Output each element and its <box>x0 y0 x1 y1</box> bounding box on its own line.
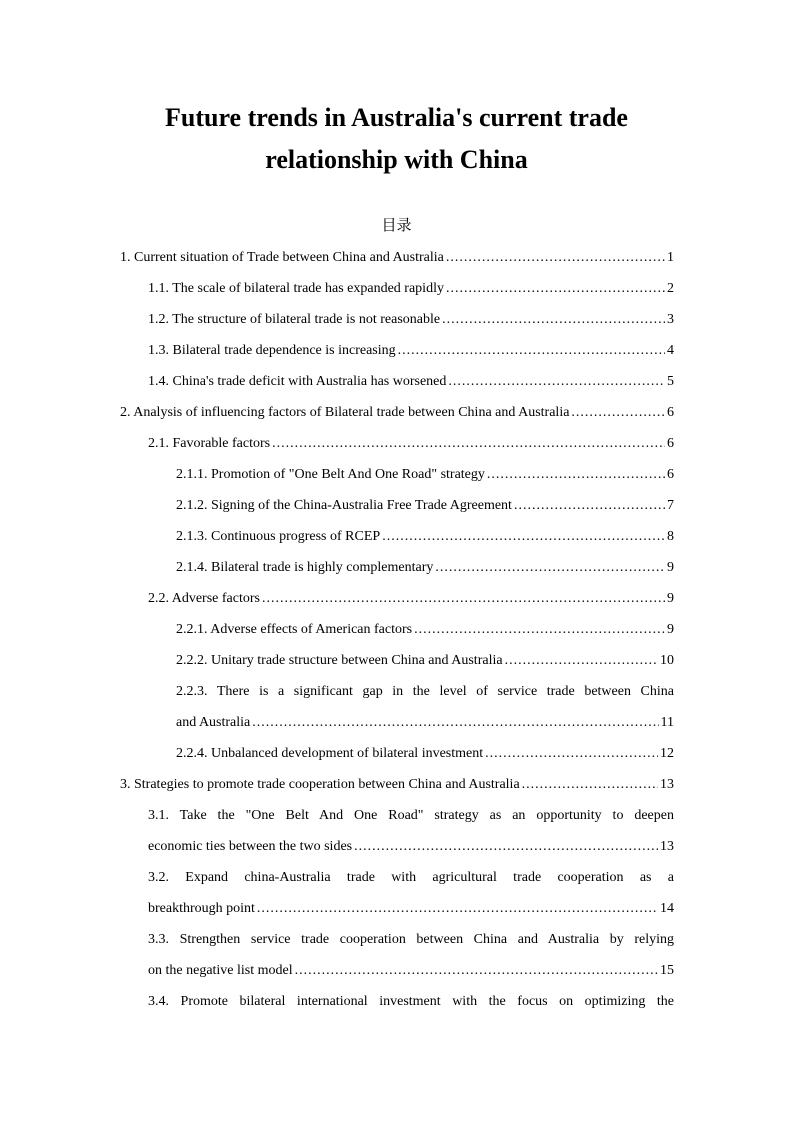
toc-entry-page: 13 <box>660 777 674 792</box>
toc-entry-text: on the negative list model <box>148 963 293 978</box>
toc-entry-text: 1.3. Bilateral trade dependence is increasing <box>148 343 396 358</box>
table-of-contents <box>0 242 793 1017</box>
toc-leader-dots <box>295 955 658 986</box>
toc-entry[interactable] <box>176 521 674 552</box>
toc-entry-page: 4 <box>667 343 674 358</box>
toc-entry[interactable] <box>148 428 674 459</box>
toc-entry-text: 2. Analysis of influencing factors of Bilateral trade between China and Australia <box>120 405 570 420</box>
toc-leader-dots <box>252 707 658 738</box>
toc-entry[interactable] <box>120 769 674 800</box>
toc-entry-text: 3. Strategies to promote trade cooperation between China and Australia <box>120 777 520 792</box>
toc-leader-dots <box>398 335 665 366</box>
toc-entry-text: 2.1.4. Bilateral trade is highly complementary <box>176 560 434 575</box>
toc-entry-page: 6 <box>667 436 674 451</box>
toc-leader-dots <box>262 583 665 614</box>
toc-entry-page: 9 <box>667 591 674 606</box>
toc-leader-dots <box>257 893 658 924</box>
toc-entry-page: 9 <box>667 560 674 575</box>
toc-entry-text: 2.1.2. Signing of the China-Australia Free Trade Agreement <box>176 498 512 513</box>
toc-leader-dots <box>382 521 665 552</box>
toc-leader-dots <box>446 242 665 273</box>
toc-leader-dots <box>272 428 665 459</box>
toc-entry-text: 2.2.1. Adverse effects of American factors <box>176 622 413 637</box>
document-title <box>0 97 793 181</box>
toc-entry-page: 10 <box>660 653 674 668</box>
toc-leader-dots <box>354 831 658 862</box>
toc-entry-page: 12 <box>660 746 674 761</box>
toc-entry-text: 2.2. Adverse factors <box>148 591 260 606</box>
toc-entry-text: 1.4. China's trade deficit with Australia has worsened <box>148 374 447 389</box>
toc-leader-dots <box>522 769 658 800</box>
toc-entry-text: 2.2.4. Unbalanced development of bilateral investment <box>176 746 484 761</box>
toc-entry[interactable] <box>176 614 674 645</box>
toc-entry-text: 1.1. The scale of bilateral trade has expanded rapidly <box>148 281 444 296</box>
toc-entry[interactable] <box>148 335 674 366</box>
toc-entry-page: 13 <box>660 839 674 854</box>
toc-entry-page: 7 <box>667 498 674 513</box>
toc-entry[interactable] <box>176 645 674 676</box>
toc-entry-first-line[interactable]: 3.3. Strengthen service trade cooperation between China and Australia by relying <box>148 932 674 947</box>
toc-entry[interactable] <box>176 738 674 769</box>
toc-entry-page: 6 <box>667 405 674 420</box>
toc-entry[interactable] <box>148 366 674 397</box>
toc-entry-text: 2.1. Favorable factors <box>148 436 271 451</box>
toc-entry-text: breakthrough point <box>148 901 255 916</box>
toc-leader-dots <box>414 614 665 645</box>
toc-leader-dots <box>435 552 665 583</box>
toc-entry[interactable] <box>148 583 674 614</box>
toc-leader-dots <box>448 366 665 397</box>
toc-entry-text: 1. Current situation of Trade between China and Australia <box>120 250 444 265</box>
toc-entry-first-line[interactable]: 3.1. Take the "One Belt And One Road" strategy as an opportunity to deepen <box>148 808 674 823</box>
toc-entry-page: 14 <box>660 901 674 916</box>
toc-entry-text: 2.1.3. Continuous progress of RCEP <box>176 529 381 544</box>
toc-entry[interactable] <box>148 304 674 335</box>
toc-leader-dots <box>505 645 658 676</box>
toc-entry[interactable] <box>176 707 674 738</box>
toc-entry[interactable] <box>148 831 674 862</box>
toc-leader-dots <box>446 273 665 304</box>
toc-entry[interactable] <box>120 242 674 273</box>
toc-entry-text: 2.1.1. Promotion of "One Belt And One Road" strategy <box>176 467 485 482</box>
toc-entry[interactable] <box>120 397 674 428</box>
toc-leader-dots <box>514 490 665 521</box>
toc-entry[interactable] <box>176 459 674 490</box>
toc-entry-text: 1.2. The structure of bilateral trade is not reasonable <box>148 312 441 327</box>
toc-entry[interactable] <box>148 273 674 304</box>
toc-entry-page: 11 <box>660 715 674 730</box>
toc-entry-first-line[interactable]: 2.2.3. There is a significant gap in the level of service trade between China <box>176 684 674 699</box>
toc-entry[interactable] <box>176 490 674 521</box>
toc-entry-first-line[interactable]: 3.4. Promote bilateral international investment with the focus on optimizing the <box>148 994 674 1009</box>
toc-entry-page: 15 <box>660 963 674 978</box>
toc-entry-first-line[interactable]: 3.2. Expand china-Australia trade with agricultural trade cooperation as a <box>148 870 674 885</box>
toc-leader-dots <box>485 738 658 769</box>
toc-entry-page: 9 <box>667 622 674 637</box>
toc-entry[interactable] <box>148 893 674 924</box>
toc-entry-page: 5 <box>667 374 674 389</box>
toc-leader-dots <box>487 459 665 490</box>
toc-entry[interactable] <box>176 552 674 583</box>
toc-entry-page: 1 <box>667 250 674 265</box>
toc-entry-page: 8 <box>667 529 674 544</box>
toc-entry[interactable] <box>148 955 674 986</box>
toc-entry-text: and Australia <box>176 715 251 730</box>
toc-heading: 目录 <box>381 218 412 234</box>
toc-entry-page: 2 <box>667 281 674 296</box>
toc-entry-text: economic ties between the two sides <box>148 839 353 854</box>
toc-leader-dots <box>571 397 665 428</box>
toc-entry-page: 6 <box>667 467 674 482</box>
toc-leader-dots <box>442 304 665 335</box>
title-line-1: Future trends in Australia's current trade <box>165 103 628 132</box>
title-line-2: relationship with China <box>265 145 528 174</box>
toc-entry-page: 3 <box>667 312 674 327</box>
toc-entry-text: 2.2.2. Unitary trade structure between China and Australia <box>176 653 503 668</box>
